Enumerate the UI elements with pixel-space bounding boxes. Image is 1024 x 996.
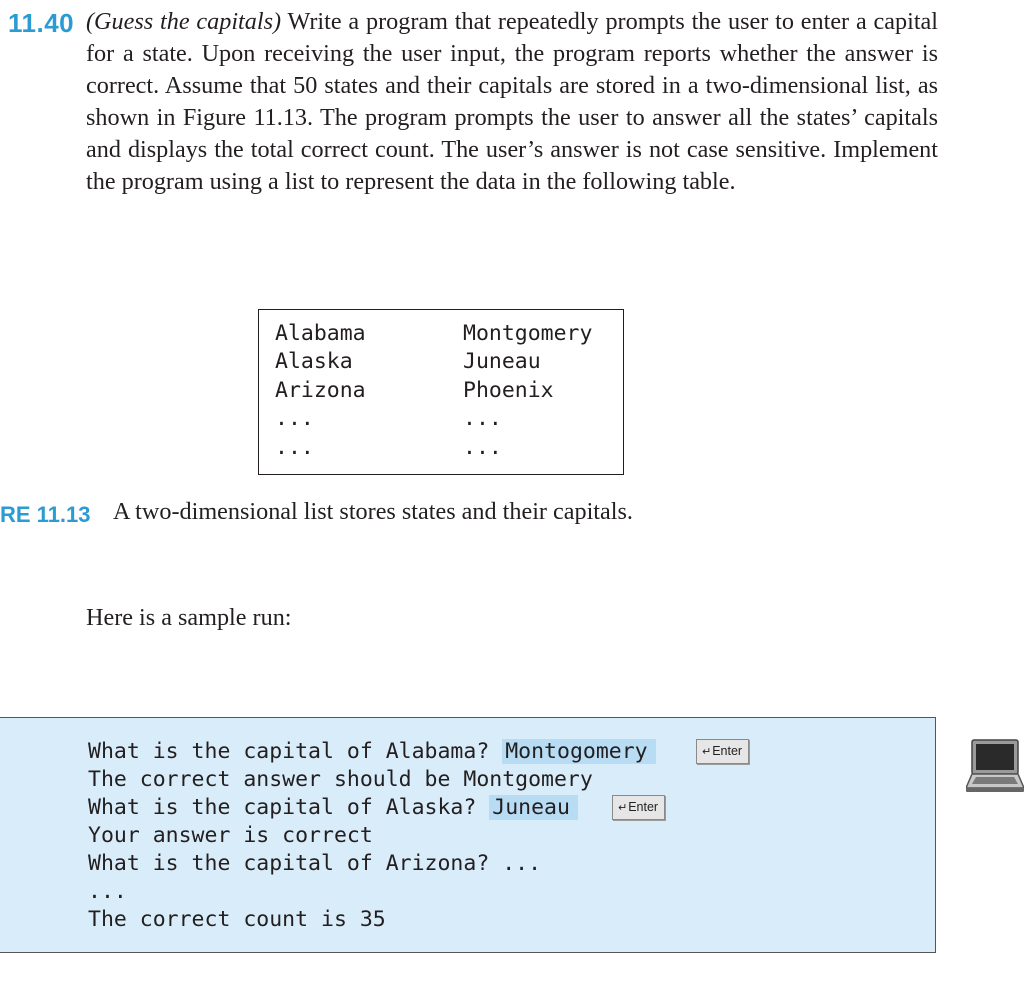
return-icon: ↵ (702, 746, 712, 758)
figure-caption: A two-dimensional list stores states and their capitals. (113, 498, 633, 525)
state-cell: ... (275, 406, 314, 431)
capital-cell: Juneau (463, 349, 541, 374)
console-line: ... (88, 879, 127, 904)
problem-body: Write a program that repeatedly prompts the user to enter a capital for a state. Upon receiving the user input, the program reports whether the answer is correct. Assume that 50 states and their capitals are stored in a two-dimensional list, as shown in Figure 11.13. The program prompts the user to answer all the states’ capitals and displays the total correct count. The user’s answer is not case sensitive. Implement the program using a list to represent the data in the following table. (86, 8, 938, 195)
state-cell: Alaska (275, 349, 353, 374)
console-line: Your answer is correct (88, 823, 373, 848)
exercise-number: 11.40 (8, 8, 75, 38)
problem-title: (Guess the capitals) (86, 8, 282, 35)
table-row (275, 434, 615, 462)
user-input: Juneau (489, 795, 578, 820)
console-prompt: What is the capital of Alaska? (88, 795, 490, 820)
table-row (275, 320, 615, 348)
enter-key-label: Enter (628, 800, 659, 814)
console-line (88, 738, 656, 766)
console-line: What is the capital of Arizona? ... (88, 851, 542, 876)
laptop-icon (966, 738, 1024, 794)
state-cell: Alabama (275, 321, 366, 346)
states-capitals-table (258, 309, 624, 475)
return-icon: ↵ (618, 802, 628, 814)
sample-run-intro: Here is a sample run: (86, 604, 292, 631)
table-row (275, 377, 615, 405)
console-line (88, 794, 578, 822)
console-prompt: What is the capital of Alabama? (88, 739, 503, 764)
capital-cell: Phoenix (463, 378, 554, 403)
figure-label: RE 11.13 (0, 502, 91, 527)
user-input: Montogomery (502, 739, 655, 764)
capital-cell: ... (463, 406, 502, 431)
console-line: The correct count is 35 (88, 907, 386, 932)
table-row (275, 348, 615, 376)
problem-statement (86, 6, 938, 198)
state-cell: Arizona (275, 378, 366, 403)
state-cell: ... (275, 435, 314, 460)
capital-cell: Montgomery (463, 321, 593, 346)
console-line: The correct answer should be Montgomery (88, 767, 593, 792)
enter-key (696, 739, 749, 764)
table-row (275, 405, 615, 433)
enter-key-label: Enter (712, 744, 743, 758)
enter-key (612, 795, 665, 820)
capital-cell: ... (463, 435, 502, 460)
